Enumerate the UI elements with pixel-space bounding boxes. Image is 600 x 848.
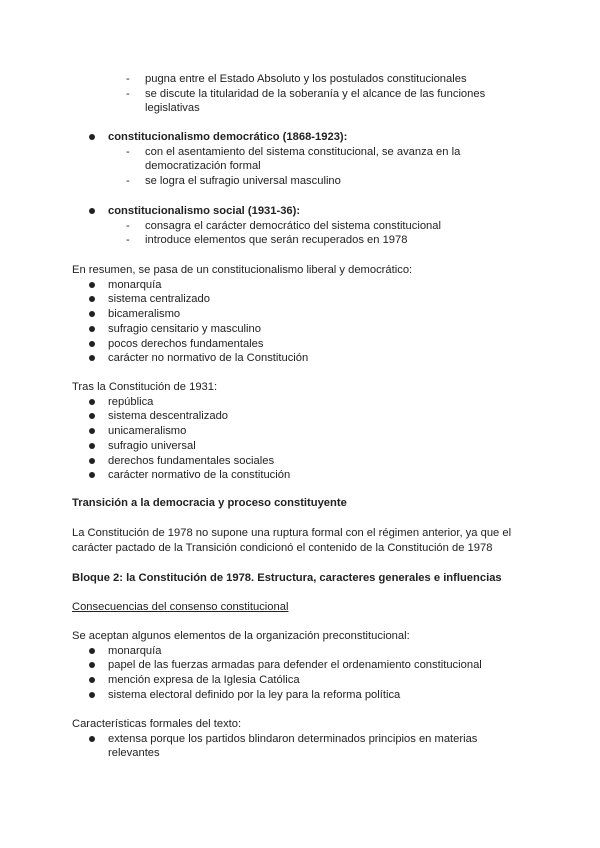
list-item: sistema descentralizado	[108, 410, 229, 423]
bullet-icon	[89, 296, 95, 302]
bullet-icon	[89, 134, 95, 140]
bullet-icon	[89, 677, 95, 683]
sub-item-line: consagra el carácter democrático del sistema constitucional	[145, 219, 441, 232]
list-item: pocos derechos fundamentales	[108, 337, 264, 350]
resumen-intro: En resumen, se pasa de un constitucionalismo liberal y democrático:	[72, 264, 413, 276]
dash-marker: -	[126, 145, 130, 158]
list-item: mención expresa de la Iglesia Católica	[108, 674, 300, 687]
bloque2-heading: Bloque 2: la Constitución de 1978. Estructura, caracteres generales e influencias	[72, 572, 502, 584]
bullet-icon	[89, 662, 95, 668]
transicion-para-line: La Constitución de 1978 no supone una ruptura formal con el régimen anterior, ya que el	[72, 527, 512, 539]
sub-item-line: pugna entre el Estado Absoluto y los postulados constitucionales	[145, 73, 467, 85]
list-item: papel de las fuerzas armadas para defender el ordenamiento constitucional	[108, 659, 482, 672]
list-item: sufragio censitario y masculino	[108, 322, 261, 335]
section-heading-democratico: constitucionalismo democrático (1868-1923):	[108, 131, 348, 143]
bullet-icon	[89, 648, 95, 654]
formales-intro: Características formales del texto:	[72, 718, 242, 730]
transicion-para-line: carácter pactado de la Transición condicionó el contenido de la Constitución de 1978	[72, 542, 493, 554]
transicion-heading: Transición a la democracia y proceso constituyente	[72, 497, 347, 509]
list-item: sufragio universal	[108, 439, 196, 452]
sub-item-line: con el asentamiento del sistema constitucional, se avanza en la	[145, 145, 461, 158]
bullet-icon	[89, 355, 95, 361]
bullet-icon	[89, 692, 95, 698]
preconst-intro: Se aceptan algunos elementos de la organización preconstitucional:	[72, 630, 410, 642]
list-item: carácter normativo de la constitución	[108, 469, 291, 482]
list-item: monarquía	[108, 278, 162, 291]
bloque2-subheading: Consecuencias del consenso constitucional	[72, 601, 289, 613]
sub-item-line: se logra el sufragio universal masculino	[145, 175, 341, 188]
bullet-icon	[89, 341, 95, 347]
bullet-icon	[89, 208, 95, 214]
list-item: bicameralismo	[108, 308, 181, 321]
section-heading-social: constitucionalismo social (1931-36):	[108, 205, 301, 217]
bullet-icon	[89, 326, 95, 332]
list-item: carácter no normativo de la Constitución	[108, 352, 309, 365]
dash-marker: -	[126, 219, 130, 232]
list-item: sistema centralizado	[108, 293, 210, 306]
bullet-icon	[89, 282, 95, 288]
dash-marker: -	[126, 175, 130, 188]
bullet-icon	[89, 736, 95, 742]
sub-item-line: se discute la titularidad de la soberanía y el alcance de las funciones	[145, 87, 486, 100]
list-item: sistema electoral definido por la ley para la reforma política	[108, 688, 401, 701]
bullet-icon	[89, 458, 95, 464]
dash-marker: -	[126, 234, 130, 247]
sub-item-line: democratización formal	[145, 160, 261, 173]
list-item: monarquía	[108, 644, 162, 657]
list-item-line: extensa porque los partidos blindaron determinados principios en materias	[108, 732, 478, 745]
list-item: república	[108, 395, 154, 408]
dash-marker: -	[126, 87, 130, 100]
list-item-line: relevantes	[108, 747, 160, 760]
sub-item-line: legislativas	[145, 102, 200, 115]
bullet-icon	[89, 428, 95, 434]
bullet-icon	[89, 413, 95, 419]
dash-marker: -	[126, 73, 130, 85]
bullet-icon	[89, 399, 95, 405]
list-item: derechos fundamentales sociales	[108, 454, 275, 467]
bullet-icon	[89, 311, 95, 317]
list-item: unicameralismo	[108, 425, 187, 438]
bullet-icon	[89, 472, 95, 478]
tras1931-intro: Tras la Constitución de 1931:	[72, 381, 218, 393]
bullet-icon	[89, 443, 95, 449]
sub-item-line: introduce elementos que serán recuperados en 1978	[145, 234, 408, 247]
